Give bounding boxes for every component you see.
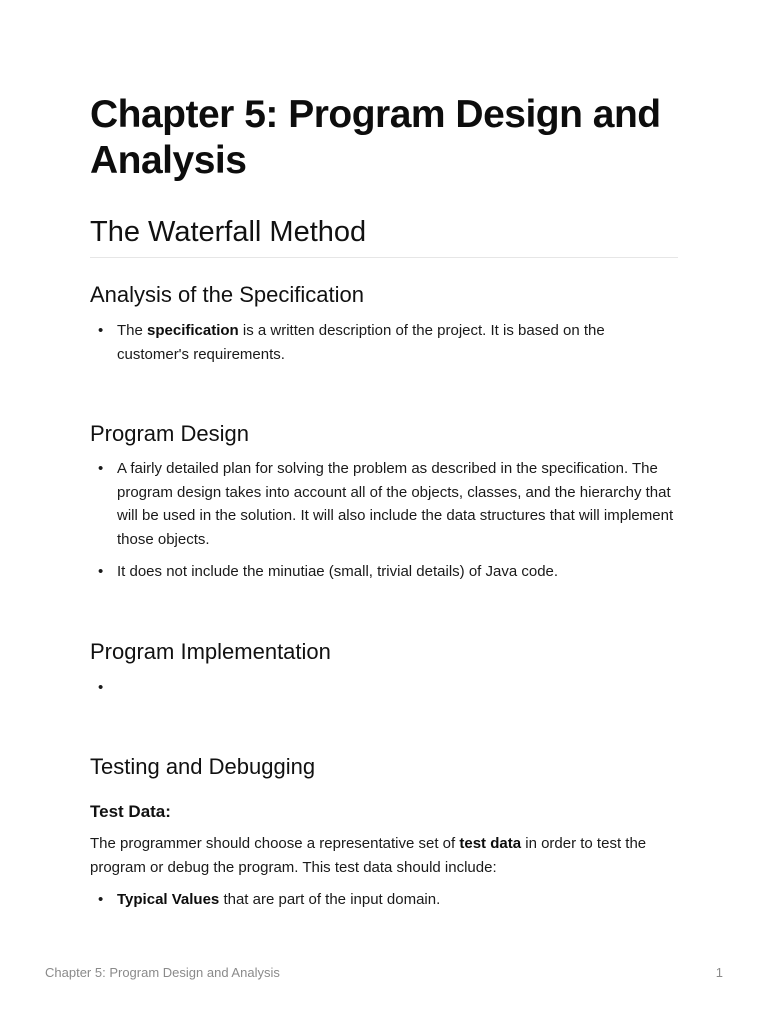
paragraph-test-data: The programmer should choose a representative set of test data in order to test the program or debug the program. This test data should include:: [90, 835, 647, 876]
heading-program-implementation: Program Implementation: [90, 639, 331, 664]
subheading-test-data: Test Data:: [90, 802, 171, 821]
list-item: • It does not include the minutiae (small, trivial details) of Java code.: [90, 560, 680, 584]
list-test-data: [90, 888, 680, 912]
bullet-icon: •: [98, 460, 104, 477]
list-item: • The specification is a written description of the project. It is based on the customer's requirements.: [90, 319, 680, 366]
list-item: [90, 676, 680, 700]
list-item: • Typical Values that are part of the input domain.: [90, 888, 680, 912]
list-item: • A fairly detailed plan for solving the problem as described in the specification. The program design takes into account all of the objects, classes, and the hierarchy that will be used in the solution. It will also include the data structures that will implement those objects.: [90, 457, 680, 551]
bullet-icon: •: [98, 563, 104, 580]
heading-program-design: Program Design: [90, 421, 249, 446]
section-divider: [90, 257, 678, 258]
bullet-icon: •: [98, 891, 104, 908]
bullet-icon: •: [98, 322, 104, 339]
footer-page-number: 1: [715, 965, 723, 980]
bullet-icon: •: [98, 679, 104, 696]
footer-title: Chapter 5: Program Design and Analysis: [45, 965, 280, 980]
list-program-implementation: [90, 676, 680, 700]
heading-testing-debugging: Testing and Debugging: [90, 754, 316, 779]
section-title: The Waterfall Method: [90, 216, 367, 248]
chapter-title: Chapter 5: Program Design and Analysis: [90, 93, 661, 182]
list-program-design: [90, 457, 680, 584]
heading-analysis: Analysis of the Specification: [90, 282, 364, 307]
list-analysis: [90, 319, 680, 366]
